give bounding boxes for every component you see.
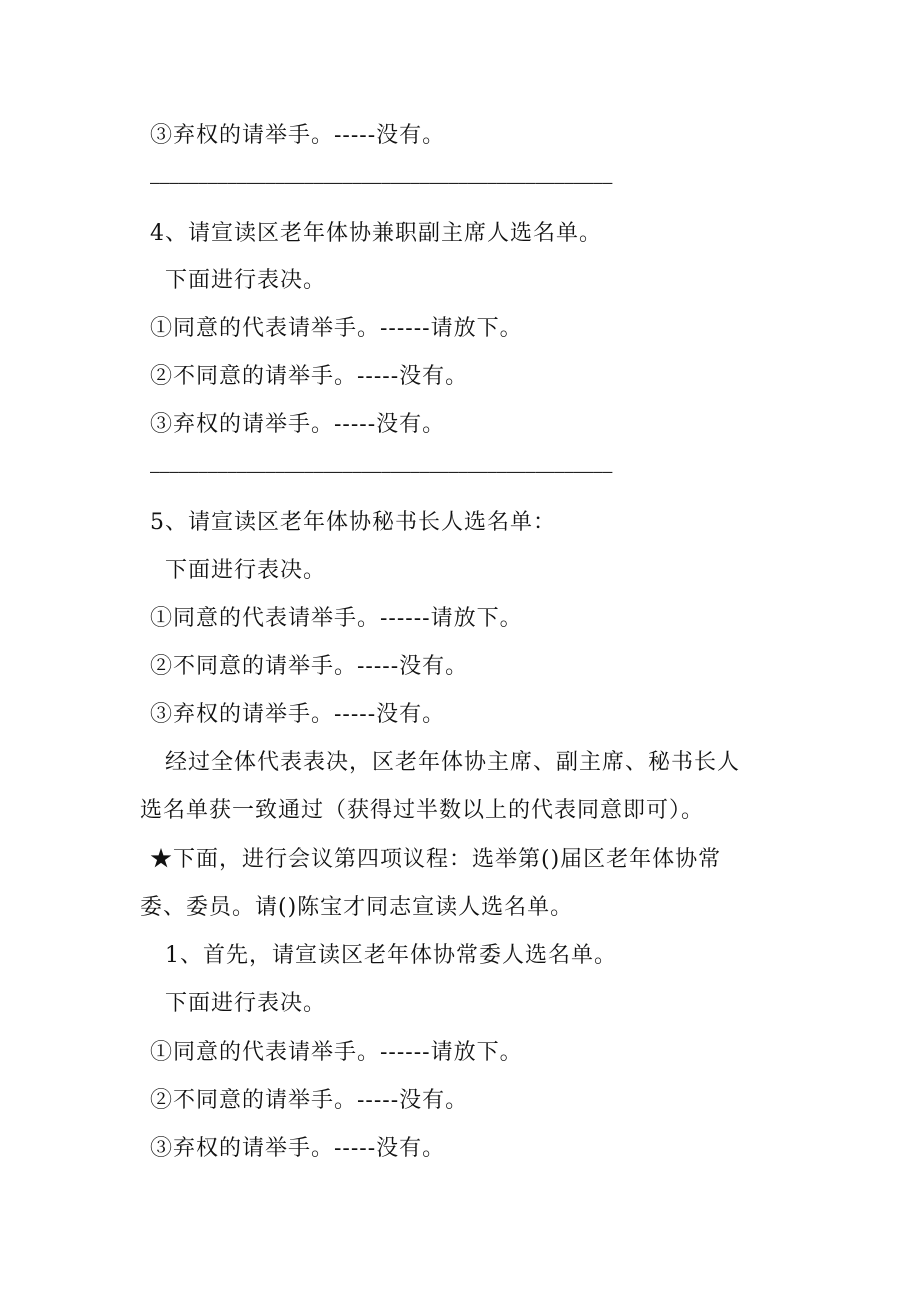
vote-intro-line: 下面进行表决。	[165, 558, 327, 583]
agenda-item-4-line-2: 委、委员。请()陈宝才同志宣读人选名单。	[140, 895, 574, 920]
vote-abstain-line: ③弃权的请举手。-----没有。	[150, 412, 446, 437]
item-5-heading: 5、请宣读区老年体协秘书长人选名单：	[150, 510, 556, 535]
vote-disagree-line: ②不同意的请举手。-----没有。	[150, 1088, 469, 1113]
separator-line: ————————————————————————————————————————————————	[150, 462, 613, 481]
vote-disagree-line: ②不同意的请举手。-----没有。	[150, 364, 469, 389]
separator-line: ————————————————————————————————————————————————	[150, 173, 613, 192]
vote-disagree-line: ②不同意的请举手。-----没有。	[150, 654, 469, 679]
vote-abstain-line: ③弃权的请举手。-----没有。	[150, 123, 446, 148]
item-4-heading: 4、请宣读区老年体协兼职副主席人选名单。	[150, 221, 602, 246]
vote-abstain-line: ③弃权的请举手。-----没有。	[150, 702, 446, 727]
item-1-heading: 1、首先，请宣读区老年体协常委人选名单。	[165, 943, 617, 968]
result-paragraph-line-1: 经过全体代表表决，区老年体协主席、副主席、秘书长人	[165, 750, 741, 775]
vote-intro-line: 下面进行表决。	[165, 268, 327, 293]
vote-agree-line: ①同意的代表请举手。------请放下。	[150, 316, 523, 341]
result-paragraph-line-2: 选名单获一致通过（获得过半数以上的代表同意即可）。	[140, 798, 705, 823]
vote-agree-line: ①同意的代表请举手。------请放下。	[150, 1040, 523, 1065]
vote-abstain-line: ③弃权的请举手。-----没有。	[150, 1136, 446, 1161]
agenda-item-4-line-1: ★下面，进行会议第四项议程：选举第()届区老年体协常	[150, 847, 722, 872]
vote-agree-line: ①同意的代表请举手。------请放下。	[150, 606, 523, 631]
vote-intro-line: 下面进行表决。	[165, 991, 327, 1016]
